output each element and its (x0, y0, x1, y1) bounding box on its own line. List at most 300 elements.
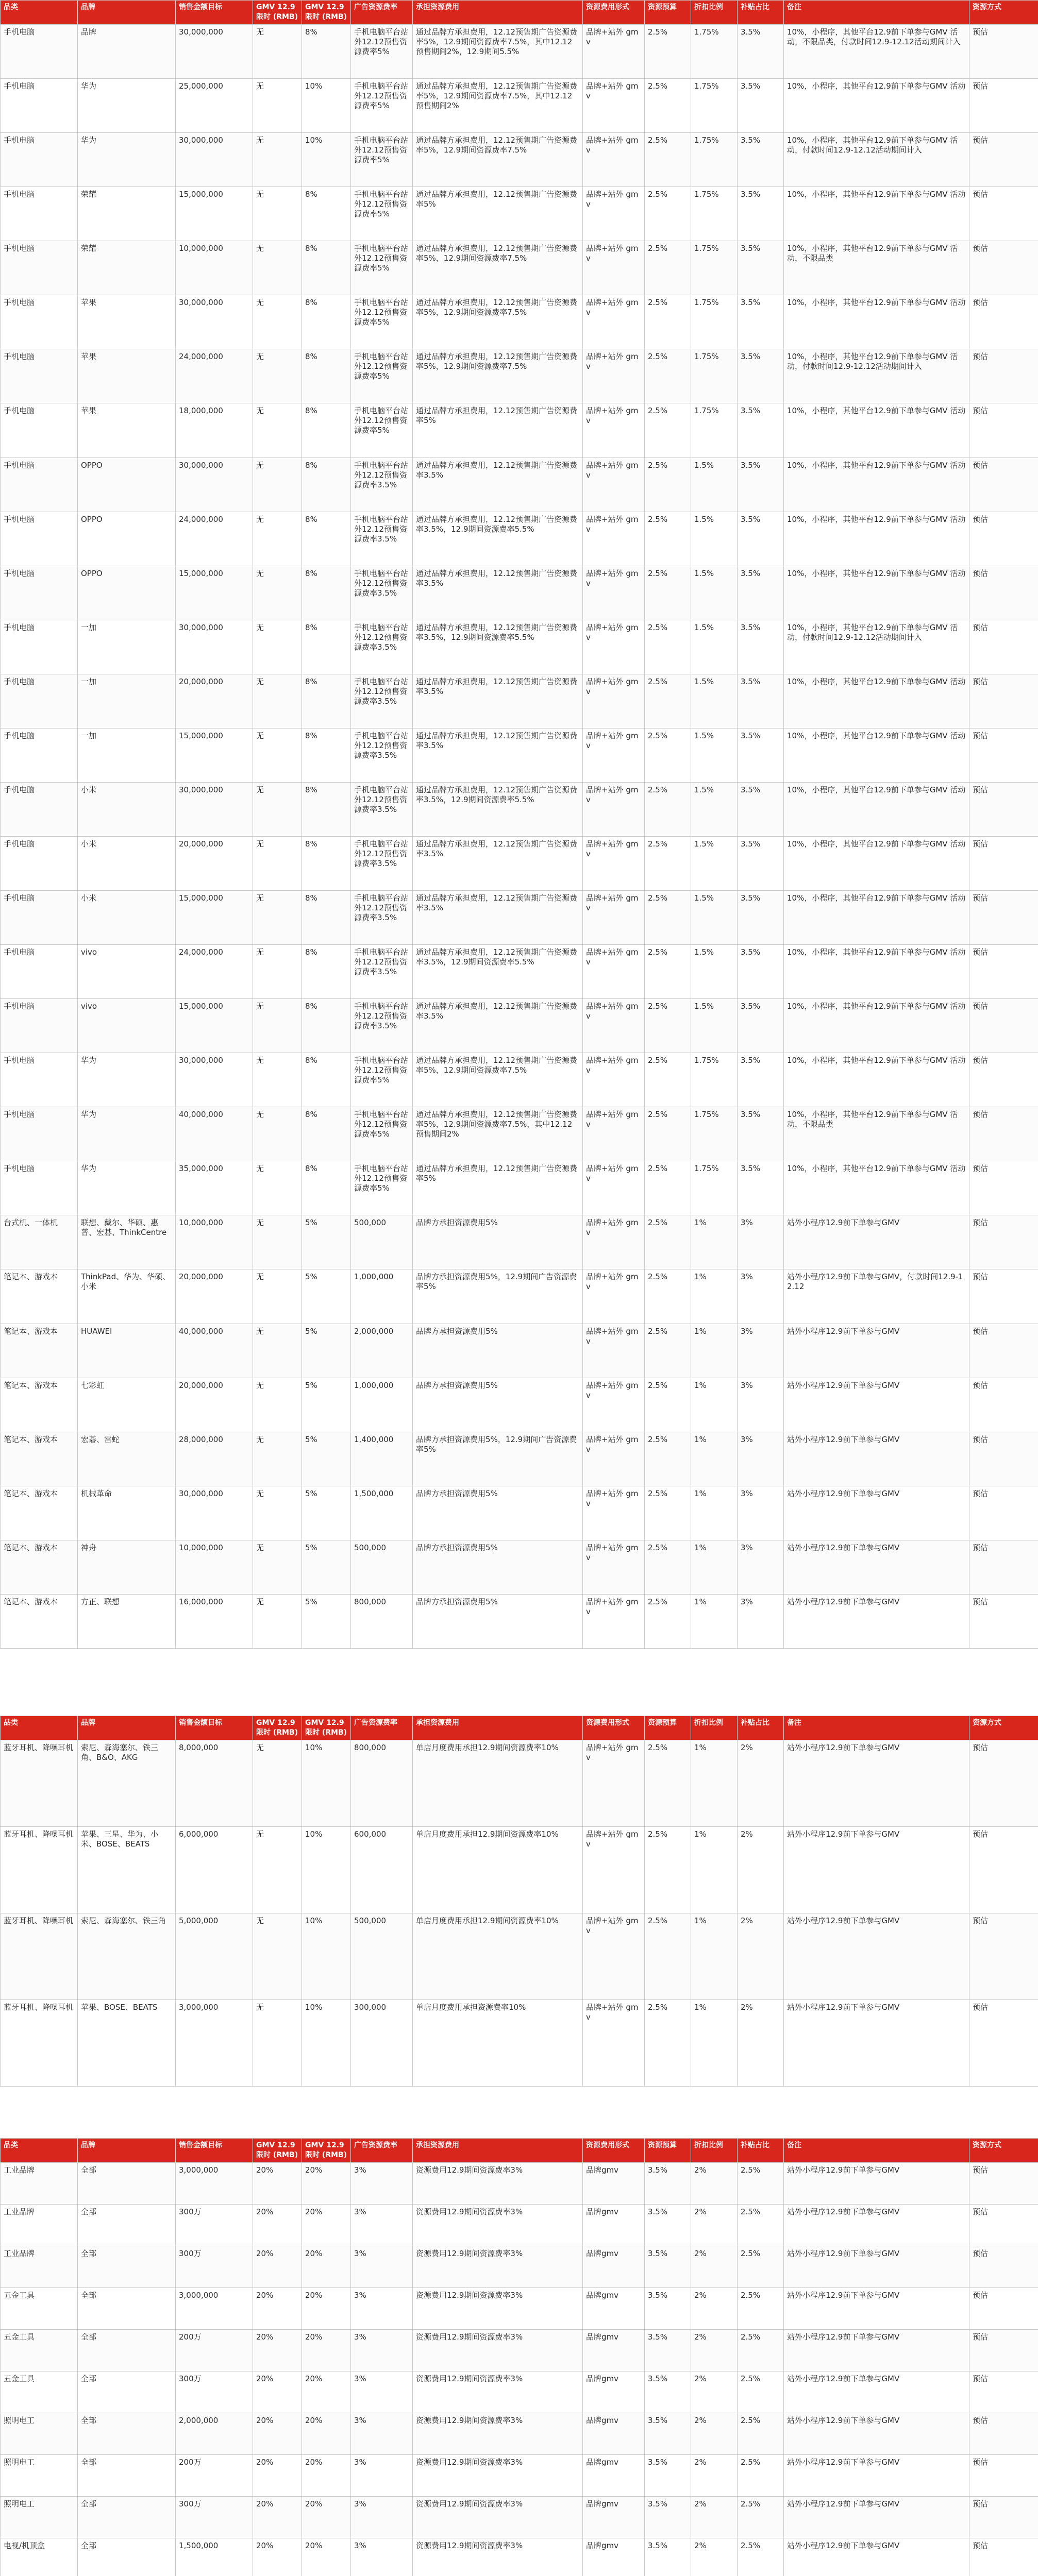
table-cell: 2% (691, 2455, 738, 2497)
table-cell: 预估 (969, 566, 1038, 620)
table-cell: 3% (351, 2455, 413, 2497)
table-cell: 品牌gmv (583, 2246, 645, 2288)
table-cell: 通过品牌方承担费用，12.12预售期广告资源费率5%，12.9期间资源费率7.5% (413, 133, 583, 187)
table-row (1, 2246, 1038, 2288)
table-cell: 手机电脑平台站外12.12预售资源费率5% (351, 1107, 413, 1161)
table-cell: 2.5% (645, 2000, 691, 2087)
table-cell: 手机电脑 (1, 674, 78, 728)
table-cell: 苹果 (78, 349, 176, 403)
table-cell: 无 (253, 1540, 302, 1594)
column-header: GMV 12.9限时 (RMB) (302, 2139, 351, 2163)
table-row (1, 512, 1038, 566)
table-cell: 手机电脑平台站外12.12预售资源费率3.5% (351, 999, 413, 1053)
table-cell: 品牌gmv (583, 2330, 645, 2371)
table-cell: 300万 (176, 2497, 253, 2538)
table-cell: 预估 (969, 241, 1038, 295)
table-cell: 8% (302, 1107, 351, 1161)
table-cell: 手机电脑平台站外12.12预售资源费率5% (351, 133, 413, 187)
table-cell: 无 (253, 79, 302, 133)
table-cell: 资源费用12.9期间资源费率3% (413, 2455, 583, 2497)
table-cell: 3.5% (645, 2330, 691, 2371)
table-cell: 8% (302, 1161, 351, 1215)
table-cell: 18,000,000 (176, 403, 253, 457)
table-cell: 索尼、森海塞尔、铁三角、B&O、AKG (78, 1740, 176, 1827)
table-cell: 2.5% (645, 945, 691, 999)
table-cell: 20% (253, 2455, 302, 2497)
table-cell: 联想、戴尔、华硕、惠普、宏碁、ThinkCentre (78, 1215, 176, 1269)
table-cell: 2.5% (645, 79, 691, 133)
table-cell: 1.75% (691, 187, 738, 241)
table-cell: 预估 (969, 512, 1038, 566)
table-cell: 10%，小程序，其他平台12.9前下单参与GMV 活动 (784, 728, 969, 782)
table-cell: 无 (253, 295, 302, 349)
table-cell: 站外小程序12.9前下单参与GMV (784, 2246, 969, 2288)
table-cell: 1.5% (691, 620, 738, 674)
table-cell: 手机电脑平台站外12.12预售资源费率5% (351, 403, 413, 457)
table-cell: 3% (738, 1324, 784, 1378)
table-cell: 笔记本、游戏本 (1, 1378, 78, 1432)
table-cell: 无 (253, 133, 302, 187)
table-cell: 笔记本、游戏本 (1, 1324, 78, 1378)
table-cell: 预估 (969, 295, 1038, 349)
table-cell: 24,000,000 (176, 349, 253, 403)
table-cell: 10,000,000 (176, 1215, 253, 1269)
column-header: 资源预算 (645, 2139, 691, 2163)
table-cell: 站外小程序12.9前下单参与GMV (784, 1215, 969, 1269)
column-header: GMV 12.9限时 (RMB) (253, 1716, 302, 1740)
column-header: 品类 (1, 1716, 78, 1740)
table-cell: 资源费用12.9期间资源费率3% (413, 2330, 583, 2371)
column-header: 广告资源费率 (351, 1, 413, 25)
table-cell: 3% (351, 2163, 413, 2205)
table-cell: 无 (253, 620, 302, 674)
column-header: 补贴占比 (738, 1, 784, 25)
table-cell: 站外小程序12.9前下单参与GMV (784, 1540, 969, 1594)
table-cell: 品牌+站外 gmv (583, 1540, 645, 1594)
table-cell: 20% (253, 2205, 302, 2246)
table-cell: 通过品牌方承担费用，12.12预售期广告资源费率3.5%，12.9期间资源费率5.5% (413, 620, 583, 674)
table-cell: 10%，小程序，其他平台12.9前下单参与GMV 活动 (784, 891, 969, 945)
table-cell: 5% (302, 1486, 351, 1540)
table-cell: 品牌+站外 gmv (583, 674, 645, 728)
table-cell: 无 (253, 1594, 302, 1648)
column-header: 资源方式 (969, 2139, 1038, 2163)
table-cell: 站外小程序12.9前下单参与GMV (784, 2330, 969, 2371)
table-cell: 1.75% (691, 295, 738, 349)
table-cell: 华为 (78, 79, 176, 133)
table-cell: HUAWEI (78, 1324, 176, 1378)
table-row (1, 782, 1038, 836)
table-cell: 通过品牌方承担费用，12.12预售期广告资源费率3.5%，12.9期间资源费率5.5% (413, 782, 583, 836)
table-cell: 预估 (969, 457, 1038, 512)
table-row (1, 1107, 1038, 1161)
table-cell: 2.5% (645, 674, 691, 728)
table-cell: 1% (691, 1594, 738, 1648)
table-cell: 20% (253, 2497, 302, 2538)
table-cell: 2.5% (645, 1324, 691, 1378)
table-cell: 手机电脑平台站外12.12预售资源费率3.5% (351, 457, 413, 512)
table-cell: 1% (691, 1378, 738, 1432)
table-row (1, 674, 1038, 728)
table-cell: 蓝牙耳机、降噪耳机 (1, 1827, 78, 1913)
table-cell: 品牌+站外 gmv (583, 1740, 645, 1827)
table-cell: 品牌+站外 gmv (583, 1269, 645, 1324)
column-header: GMV 12.9限时 (RMB) (253, 1, 302, 25)
table-cell: 2.5% (645, 1740, 691, 1827)
table-cell: 品牌+站外 gmv (583, 620, 645, 674)
table-cell: 预估 (969, 1540, 1038, 1594)
table-cell: 手机电脑平台站外12.12预售资源费率3.5% (351, 945, 413, 999)
table-cell: 10%，小程序，其他平台12.9前下单参与GMV 活动，不限品类，付款时间12.9-12.12活动期间计入 (784, 25, 969, 79)
table-cell: 300万 (176, 2205, 253, 2246)
table-cell: 电视/机顶盒 (1, 2538, 78, 2576)
table-cell: 手机电脑 (1, 241, 78, 295)
table-cell: 3.5% (738, 836, 784, 890)
table-cell: 20,000,000 (176, 674, 253, 728)
table-cell: 2% (691, 2246, 738, 2288)
table-cell: 通过品牌方承担费用，12.12预售期广告资源费率3.5% (413, 891, 583, 945)
header-row (1, 1716, 1038, 1740)
table-cell: 手机电脑 (1, 187, 78, 241)
table-row (1, 457, 1038, 512)
table-cell: 2.5% (738, 2163, 784, 2205)
table-cell: 20% (253, 2413, 302, 2455)
table-cell: vivo (78, 945, 176, 999)
table-cell: 2.5% (645, 836, 691, 890)
table-row (1, 349, 1038, 403)
table-cell: 3.5% (738, 999, 784, 1053)
column-header: 折扣比例 (691, 2139, 738, 2163)
table-cell: 3% (351, 2205, 413, 2246)
table-cell: 资源费用12.9期间资源费率3% (413, 2371, 583, 2413)
table-cell: 预估 (969, 2455, 1038, 2497)
table-cell: 2,000,000 (176, 2413, 253, 2455)
table-cell: 10% (302, 1827, 351, 1913)
table-cell: 1,000,000 (351, 1269, 413, 1324)
table-cell: 品牌+站外 gmv (583, 133, 645, 187)
table-row (1, 1594, 1038, 1648)
table-cell: 20% (302, 2413, 351, 2455)
table-cell: 预估 (969, 1378, 1038, 1432)
table-cell: 笔记本、游戏本 (1, 1594, 78, 1648)
table-cell: 笔记本、游戏本 (1, 1269, 78, 1324)
table-cell: 3.5% (645, 2497, 691, 2538)
table-cell: 10% (302, 2000, 351, 2087)
table-cell: 3% (351, 2288, 413, 2330)
table-cell: 无 (253, 1740, 302, 1827)
table-cell: 品牌方承担资源费用5% (413, 1324, 583, 1378)
table-cell: 品牌+站外 gmv (583, 1913, 645, 2000)
table-cell: 3.5% (738, 457, 784, 512)
column-header: 资源费用形式 (583, 2139, 645, 2163)
table-cell: 资源费用12.9期间资源费率3% (413, 2205, 583, 2246)
table-cell: 1.5% (691, 674, 738, 728)
table-cell: 通过品牌方承担费用，12.12预售期广告资源费率3.5%，12.9期间资源费率5.5% (413, 945, 583, 999)
table-cell: 无 (253, 782, 302, 836)
table-cell: 预估 (969, 1594, 1038, 1648)
table-cell: 预估 (969, 1161, 1038, 1215)
table-cell: 1% (691, 1740, 738, 1827)
table-cell: 3.5% (738, 187, 784, 241)
table-cell: 2.5% (738, 2455, 784, 2497)
table-cell: 单店月度费用承担12.9期间资源费率10% (413, 1913, 583, 2000)
table-cell: 2% (738, 1827, 784, 1913)
table-cell: 800,000 (351, 1594, 413, 1648)
table-cell: 2.5% (645, 1486, 691, 1540)
table-cell: 站外小程序12.9前下单参与GMV (784, 2455, 969, 2497)
table-cell: 手机电脑平台站外12.12预售资源费率3.5% (351, 728, 413, 782)
table-cell: 2.5% (645, 1540, 691, 1594)
table-cell: 笔记本、游戏本 (1, 1486, 78, 1540)
table-cell: 蓝牙耳机、降噪耳机 (1, 2000, 78, 2087)
table-cell: 预估 (969, 2288, 1038, 2330)
column-header: 广告资源费率 (351, 2139, 413, 2163)
table-cell: OPPO (78, 512, 176, 566)
table-cell: 15,000,000 (176, 566, 253, 620)
table-cell: 全部 (78, 2163, 176, 2205)
table-cell: OPPO (78, 457, 176, 512)
table-cell: 40,000,000 (176, 1107, 253, 1161)
table-cell: 无 (253, 1827, 302, 1913)
table-cell: 1% (691, 1215, 738, 1269)
table-cell: 20% (302, 2163, 351, 2205)
table-cell: 品牌+站外 gmv (583, 1486, 645, 1540)
table-cell: 30,000,000 (176, 782, 253, 836)
table-cell: 荣耀 (78, 241, 176, 295)
table-cell: 神舟 (78, 1540, 176, 1594)
table-cell: 全部 (78, 2330, 176, 2371)
table-cell: 无 (253, 1913, 302, 2000)
table-cell: 预估 (969, 945, 1038, 999)
table-cell: 1% (691, 1269, 738, 1324)
table-cell: 手机电脑平台站外12.12预售资源费率3.5% (351, 512, 413, 566)
table-cell: 无 (253, 2000, 302, 2087)
table-cell: 笔记本、游戏本 (1, 1432, 78, 1486)
table-cell: 品牌 (78, 25, 176, 79)
table-cell: 1.5% (691, 728, 738, 782)
table-cell: 手机电脑平台站外12.12预售资源费率3.5% (351, 782, 413, 836)
table-cell: 预估 (969, 133, 1038, 187)
table-cell: 台式机、一体机 (1, 1215, 78, 1269)
table-cell: 2.5% (645, 566, 691, 620)
table-cell: 20% (302, 2371, 351, 2413)
table-cell: 手机电脑 (1, 1161, 78, 1215)
table-row (1, 295, 1038, 349)
table-cell: 30,000,000 (176, 1053, 253, 1107)
table-cell: 一加 (78, 674, 176, 728)
table-cell: 无 (253, 1324, 302, 1378)
table-cell: 通过品牌方承担费用，12.12预售期广告资源费率3.5% (413, 836, 583, 890)
table-cell: 2.5% (645, 187, 691, 241)
table-cell: 10% (302, 1740, 351, 1827)
table-cell: 5% (302, 1215, 351, 1269)
table-cell: 手机电脑 (1, 457, 78, 512)
table-cell: 1% (691, 1827, 738, 1913)
table-cell: 10%，小程序，其他平台12.9前下单参与GMV 活动 (784, 566, 969, 620)
table-cell: 品牌gmv (583, 2497, 645, 2538)
table-cell: 通过品牌方承担费用，12.12预售期广告资源费率3.5% (413, 457, 583, 512)
table-cell: 预估 (969, 1432, 1038, 1486)
table-cell: 2.5% (738, 2413, 784, 2455)
table-cell: 10%，小程序，其他平台12.9前下单参与GMV 活动 (784, 295, 969, 349)
table-cell: 1.75% (691, 349, 738, 403)
table-cell: 手机电脑平台站外12.12预售资源费率3.5% (351, 836, 413, 890)
table-row (1, 1432, 1038, 1486)
table-cell: 10%，小程序，其他平台12.9前下单参与GMV 活动，不限品类 (784, 241, 969, 295)
table-cell: 3.5% (738, 728, 784, 782)
table-cell: 单店月度费用承担12.9期间资源费率10% (413, 1740, 583, 1827)
table-cell: 品牌+站外 gmv (583, 512, 645, 566)
table-row (1, 2330, 1038, 2371)
table-row (1, 1486, 1038, 1540)
table-cell: 8% (302, 187, 351, 241)
table-cell: 手机电脑 (1, 782, 78, 836)
column-header: 折扣比例 (691, 1716, 738, 1740)
table-cell: 1.75% (691, 1053, 738, 1107)
table-cell: 手机电脑平台站外12.12预售资源费率3.5% (351, 674, 413, 728)
table-cell: 手机电脑 (1, 945, 78, 999)
table-cell: 24,000,000 (176, 945, 253, 999)
table-cell: 10%，小程序，其他平台12.9前下单参与GMV 活动，付款时间12.9-12.12活动期间计入 (784, 133, 969, 187)
table-cell: 30,000,000 (176, 457, 253, 512)
table-cell: 手机电脑平台站外12.12预售资源费率3.5% (351, 566, 413, 620)
table-cell: 预估 (969, 79, 1038, 133)
table-cell: 全部 (78, 2538, 176, 2576)
table-cell: 15,000,000 (176, 187, 253, 241)
table-cell: 1.5% (691, 512, 738, 566)
table-cell: 无 (253, 1215, 302, 1269)
table-cell: 10,000,000 (176, 1540, 253, 1594)
table-cell: 预估 (969, 187, 1038, 241)
column-header: 资源预算 (645, 1716, 691, 1740)
table-cell: 1.5% (691, 836, 738, 890)
table-cell: 1,500,000 (351, 1486, 413, 1540)
table-cell: 2.5% (645, 620, 691, 674)
table-row (1, 891, 1038, 945)
table-cell: 五金工具 (1, 2371, 78, 2413)
table-cell: 通过品牌方承担费用，12.12预售期广告资源费率5%，12.9期间资源费率7.5%，其中12.12预售期间2% (413, 1107, 583, 1161)
table-cell: 站外小程序12.9前下单参与GMV (784, 1594, 969, 1648)
table-cell: 全部 (78, 2413, 176, 2455)
table-cell: 2.5% (645, 295, 691, 349)
table-cell: 通过品牌方承担费用，12.12预售期广告资源费率3.5% (413, 674, 583, 728)
table-cell: 8,000,000 (176, 1740, 253, 1827)
table-cell: 2.5% (645, 891, 691, 945)
table-cell: 品牌+站外 gmv (583, 241, 645, 295)
table-cell: 200万 (176, 2455, 253, 2497)
table-cell: 预估 (969, 1107, 1038, 1161)
table-cell: 300万 (176, 2246, 253, 2288)
table-cell: 2% (691, 2205, 738, 2246)
table-cell: 通过品牌方承担费用，12.12预售期广告资源费率5% (413, 187, 583, 241)
table-cell: 2.5% (645, 1053, 691, 1107)
table-row (1, 2205, 1038, 2246)
table-cell: 预估 (969, 836, 1038, 890)
table-cell: 无 (253, 349, 302, 403)
table-cell: 5,000,000 (176, 1913, 253, 2000)
header-row (1, 1, 1038, 25)
table-cell: 5% (302, 1269, 351, 1324)
column-header: 补贴占比 (738, 2139, 784, 2163)
table-cell: 2% (738, 1913, 784, 2000)
table-cell: 单店月度费用承担资源费率10% (413, 2000, 583, 2087)
table-cell: 品牌gmv (583, 2413, 645, 2455)
table-cell: 8% (302, 728, 351, 782)
table-cell: 20% (253, 2246, 302, 2288)
table-cell: 手机电脑 (1, 728, 78, 782)
table-row (1, 187, 1038, 241)
table-cell: 20,000,000 (176, 1378, 253, 1432)
table-cell: 6,000,000 (176, 1827, 253, 1913)
column-header: 品类 (1, 1, 78, 25)
table-cell: 2% (691, 2497, 738, 2538)
table-cell: 3.5% (738, 241, 784, 295)
table-cell: 蓝牙耳机、降噪耳机 (1, 1740, 78, 1827)
table-row (1, 836, 1038, 890)
table-cell: 预估 (969, 349, 1038, 403)
table-cell: 10,000,000 (176, 241, 253, 295)
table-cell: 300,000 (351, 2000, 413, 2087)
column-header: 承担资源费用 (413, 1716, 583, 1740)
table-cell: 20% (302, 2205, 351, 2246)
table-cell: 手机电脑 (1, 133, 78, 187)
table-cell: 1.75% (691, 1161, 738, 1215)
column-header: 品牌 (78, 2139, 176, 2163)
column-header: GMV 12.9限时 (RMB) (302, 1716, 351, 1740)
table-row (1, 79, 1038, 133)
table-cell: 30,000,000 (176, 620, 253, 674)
table-cell: 3% (351, 2246, 413, 2288)
header-row (1, 2139, 1038, 2163)
table-cell: 预估 (969, 1269, 1038, 1324)
table-cell: 通过品牌方承担费用，12.12预售期广告资源费率5%，12.9期间资源费率7.5% (413, 1053, 583, 1107)
column-header: 资源方式 (969, 1716, 1038, 1740)
table-cell: 2% (738, 2000, 784, 2087)
table-cell: 预估 (969, 620, 1038, 674)
table-cell: 500,000 (351, 1540, 413, 1594)
table-cell: 站外小程序12.9前下单参与GMV (784, 2413, 969, 2455)
column-header: 销售金额目标 (176, 1, 253, 25)
table-cell: 5% (302, 1378, 351, 1432)
table-cell: 预估 (969, 1324, 1038, 1378)
table-cell: 站外小程序12.9前下单参与GMV (784, 2000, 969, 2087)
table-cell: 手机电脑 (1, 79, 78, 133)
table-cell: 1.5% (691, 457, 738, 512)
table-cell: 通过品牌方承担费用，12.12预售期广告资源费率3.5%，12.9期间资源费率5.5% (413, 512, 583, 566)
table-cell: 索尼、森海塞尔、铁三角 (78, 1913, 176, 2000)
table-cell: 2.5% (738, 2371, 784, 2413)
table-cell: 1,000,000 (351, 1378, 413, 1432)
table-cell: 2.5% (645, 999, 691, 1053)
table-cell: 3.5% (738, 674, 784, 728)
table-cell: 2.5% (645, 1161, 691, 1215)
table-cell: 通过品牌方承担费用，12.12预售期广告资源费率3.5% (413, 999, 583, 1053)
table-cell: 站外小程序12.9前下单参与GMV (784, 2205, 969, 2246)
table-cell: 品牌gmv (583, 2455, 645, 2497)
table-cell: 预估 (969, 782, 1038, 836)
table-cell: 方正、联想 (78, 1594, 176, 1648)
table-cell: 10%，小程序，其他平台12.9前下单参与GMV 活动 (784, 945, 969, 999)
table-cell: 2% (691, 2371, 738, 2413)
table-cell: 工业品牌 (1, 2246, 78, 2288)
table-cell: 照明电工 (1, 2413, 78, 2455)
table-row (1, 25, 1038, 79)
table-cell: 品牌+站外 gmv (583, 1324, 645, 1378)
table-cell: 预估 (969, 25, 1038, 79)
table-cell: 手机电脑平台站外12.12预售资源费率3.5% (351, 620, 413, 674)
table-cell: 通过品牌方承担费用，12.12预售期广告资源费率5%，12.9期间资源费率7.5% (413, 241, 583, 295)
table-cell: 1,400,000 (351, 1432, 413, 1486)
